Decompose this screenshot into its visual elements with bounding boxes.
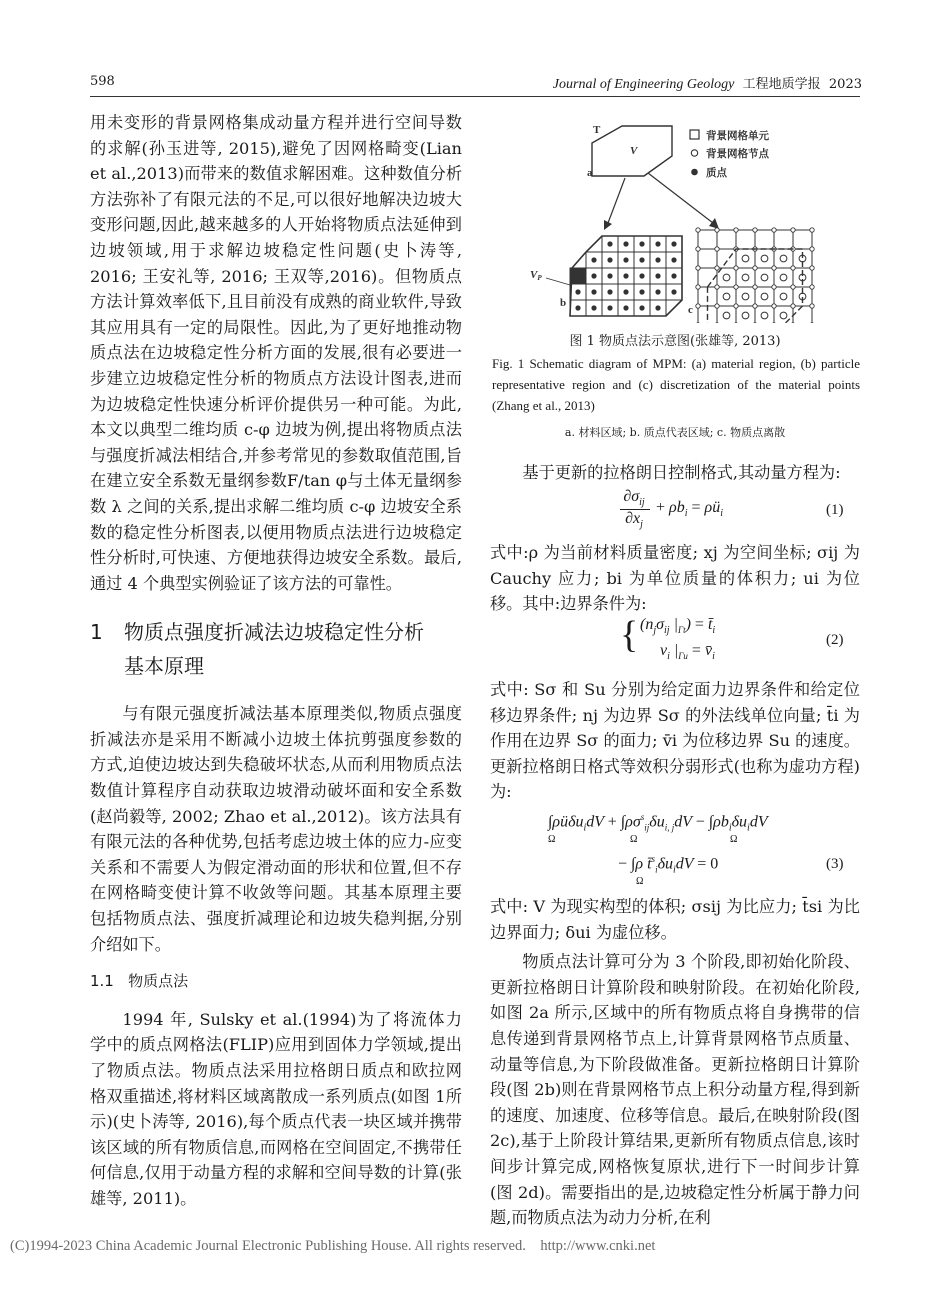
arrow-to-c — [648, 173, 713, 223]
material-point — [591, 257, 596, 262]
grid-node — [715, 247, 719, 251]
material-point — [655, 241, 660, 246]
section-title-line1: 物质点强度折减法边坡稳定性分析 — [124, 620, 424, 645]
grid-node — [791, 266, 795, 270]
grid-node — [696, 266, 700, 270]
material-point — [607, 305, 612, 310]
grid-node — [791, 228, 795, 232]
grid-node — [715, 228, 719, 232]
equation-3-number: (3) — [826, 856, 844, 872]
material-point — [639, 273, 644, 278]
paragraph-intro: 用未变形的背景网格集成动量方程并进行空间导数的求解(孙玉进等, 2015),避免了因网格畸变(Lian et al.,2013)而带来的数值求解困难。这种数值分析方法弥补了有限元法的不足,可以很好地解决边坡大变形问题,因此,越来越多的人开始将物质点法延伸到边坡领域,用于求解边坡稳定性问题(史卜涛等, 2016; 王安礼等, 2016; 王双等,2016)。但物质点方法计算效率低下,且目前没有成熟的商业软件,导致其应用具有一定的局限性。因此,为了更好地推动物质点法在边坡稳定性分析方面的发展,很有必要进一步建立边坡稳定性分析的物质点方法设计图表,进而为边坡稳定性快速分析评价提供另一种可能。为此,本文以典型二维均质 c-φ 边坡为例,提出将物质点法与强度折减法相结合,并参考常见的参数取值范围,旨在建立安全系数无量纲参数F/tan φ与土体无量纲参数 λ 之间的关系,提出求解二维均质 c-φ 边坡安全系数的稳定性分析图表,以便用物质点法进行边坡稳定性分析时,可快速、方便地获得边坡安全系数。最后,通过 4 个典型实例验证了该方法的可靠性。 — [90, 113, 462, 593]
intro-eq1-block — [490, 460, 860, 486]
discrete-point — [780, 312, 787, 319]
material-point — [623, 273, 628, 278]
legend-particle-label: 质点 — [706, 167, 727, 179]
material-point — [639, 305, 644, 310]
grid-node — [734, 266, 738, 270]
figure-caption-en: Fig. 1 Schematic diagram of MPM: (a) material region, (b) particle representative region and (c) discretization of the material points (Zhang et al., 2013) — [492, 356, 860, 413]
grid-node — [753, 285, 757, 289]
legend-cell-icon — [690, 130, 699, 139]
subsection-title: 物质点法 — [128, 972, 189, 991]
material-point — [639, 289, 644, 294]
legend-node-icon — [691, 150, 697, 156]
grid-node — [810, 247, 814, 251]
paragraph-mpm: 1994 年, Sulsky et al.(1994)为了将流体力学中的质点网格法(FLIP)应用到固体力学领域,提出了物质点法。物质点法采用拉格朗日质点和欧拉网格双重描述,将材料区域离散成一系列质点(如图 1所示)(史卜涛等, 2016),每个质点代表一块区域并携带该区域的所有物质信息,而网格在空间固定,不携带任何信息,仅用于动量方程的求解和空间导数的计算(张雄等, 2011)。 — [90, 1009, 462, 1208]
journal-year: 2023 — [828, 77, 862, 92]
material-point — [591, 305, 596, 310]
grid-node — [753, 304, 757, 308]
label-T: T — [593, 124, 601, 136]
label-Vp: VP — [530, 269, 542, 282]
material-point — [671, 289, 676, 294]
label-V: V — [630, 145, 638, 157]
journal-name-en: Journal of Engineering Geology — [552, 77, 735, 92]
figure-1 — [530, 118, 850, 323]
material-point — [575, 305, 580, 310]
discrete-point — [723, 274, 730, 281]
grid-node — [715, 285, 719, 289]
subsection-heading — [90, 969, 462, 995]
grid-node — [810, 266, 814, 270]
equation-1: $\partial\sigma_{ij}$ $\partial x_j$ + $\rho b_i$ = $\rho ü_i$ — [620, 488, 820, 532]
equation-2: { ($n_j\sigma_{ij}$ $|_{\Gamma t}$) = $t̄_i$ $v_i$ $|_{\Gamma u}$ = $v̄_i$ — [620, 614, 716, 663]
label-c: c — [688, 304, 693, 316]
arrow-to-b — [608, 178, 625, 223]
paragraph-stages: 物质点法计算可分为 3 个阶段,即初始化阶段、更新拉格朗日计算阶段和映射阶段。在初始化阶段,如图 2a 所示,区域中的所有物质点将自身携带的信息传递到背景网格节点上,计算背景网格节点质量、动量等信息,为下阶段做准备。更新拉格朗日计算阶段(图 2b)则在背景网格节点上积分动量方程,得到新的速度、加速度、位移等信息。最后,在映射阶段(图 2c),基于上阶段计算结果,更新所有物质点信息,该时间步计算完成,网格恢复原状,进行下一时间步计算(图 2d)。需要指出的是,边坡稳定性分析属于静力问题,而物质点法为动力分析,在利 — [490, 952, 860, 1228]
after-eq1-block — [490, 540, 860, 617]
label-a: a — [587, 167, 593, 179]
grid-node — [696, 247, 700, 251]
material-point — [671, 241, 676, 246]
grid-node — [810, 285, 814, 289]
grid-node — [715, 304, 719, 308]
grid-node — [772, 304, 776, 308]
material-point — [639, 241, 644, 246]
material-point — [655, 305, 660, 310]
grid-node — [791, 304, 795, 308]
grid-node — [772, 285, 776, 289]
material-point — [671, 257, 676, 262]
grid-node — [715, 266, 719, 270]
section-title-line2: 基本原理 — [124, 654, 204, 679]
discrete-point — [742, 255, 749, 262]
discrete-point — [780, 255, 787, 262]
discrete-point — [723, 312, 730, 319]
section-heading — [90, 615, 462, 683]
discrete-point — [742, 293, 749, 300]
equation-3: ∫ρüδu$_i$dV + $\int\rho\sigma^s_{ij}\delta u_{i, j}dV - \int\rho b_i\delta u_idV$ Ω Ω Ω − ∫ρ $t̄^s_i\delta u_idV = 0$ Ω — [548, 812, 768, 887]
material-point — [671, 273, 676, 278]
grid-node — [734, 304, 738, 308]
grid-node — [734, 285, 738, 289]
running-header — [553, 73, 862, 93]
discrete-point — [780, 274, 787, 281]
subsection-number: 1.1 — [90, 972, 114, 991]
label-b: b — [560, 297, 567, 309]
intro-eq1: 基于更新的拉格朗日控制格式,其动量方程为: — [522, 463, 841, 482]
material-point — [607, 273, 612, 278]
discrete-point — [742, 274, 749, 281]
grid-node — [810, 304, 814, 308]
material-point — [591, 273, 596, 278]
left-column — [90, 110, 462, 1212]
material-point — [607, 257, 612, 262]
discrete-point — [761, 312, 768, 319]
material-point — [623, 241, 628, 246]
discrete-point — [723, 293, 730, 300]
material-point — [655, 257, 660, 262]
material-point — [623, 289, 628, 294]
figure-caption-sub: a. 材料区域; b. 质点代表区域; c. 物质点离散 — [564, 426, 786, 439]
legend-node-label: 背景网格节点 — [706, 148, 769, 160]
after-eq2-block — [490, 677, 860, 805]
after-eq3: 式中: V 为现实构型的体积; σsij 为比应力; t̄si 为比边界面力; δui 为虚位移。 — [490, 897, 860, 942]
material-point — [655, 273, 660, 278]
equation-2-number: (2) — [826, 632, 844, 648]
grid-node — [772, 228, 776, 232]
material-point — [623, 305, 628, 310]
discrete-point — [761, 293, 768, 300]
grid-node — [734, 228, 738, 232]
discrete-point — [761, 274, 768, 281]
material-point — [575, 289, 580, 294]
grid-node — [696, 285, 700, 289]
equation-1-number: (1) — [826, 502, 844, 518]
particle-region-grid — [570, 236, 682, 316]
material-point — [591, 289, 596, 294]
discrete-point — [780, 293, 787, 300]
material-point — [655, 289, 660, 294]
footer-copyright — [10, 1238, 655, 1255]
after-eq1: 式中:ρ 为当前材料质量密度; xj 为空间坐标; σij 为 Cauchy 应力; bi 为单位质量的体积力; ui 为位移。其中:边界条件为: — [490, 543, 860, 614]
legend-cell-label: 背景网格单元 — [706, 130, 769, 142]
header-rule — [90, 96, 860, 97]
after-eq2: 式中: Sσ 和 Su 分别为给定面力边界条件和给定位移边界条件; nj 为边界 Sσ 的外法线单位向量; t̄i 为作用在边界 Sσ 的面力; v̄i 为位移边界 Su 的速度。更新拉格朗日格式等效积分弱形式(也称为虚功方程)为: — [490, 680, 860, 802]
material-point — [607, 289, 612, 294]
grid-node — [696, 228, 700, 232]
grid-node — [810, 228, 814, 232]
footer-url: http://www.cnki.net — [540, 1238, 656, 1254]
material-point — [623, 257, 628, 262]
grid-node — [791, 285, 795, 289]
discrete-point — [761, 255, 768, 262]
discrete-point — [742, 312, 749, 319]
grid-node — [772, 266, 776, 270]
figure-caption-cn: 图 1 物质点法示意图(张雄等, 2013) — [569, 334, 781, 349]
section-number: 1 — [90, 620, 103, 645]
grid-node — [696, 304, 700, 308]
material-point — [639, 257, 644, 262]
legend-particle-icon — [691, 169, 698, 176]
grid-node — [753, 266, 757, 270]
copyright-text: (C)1994-2023 China Academic Journal Electronic Publishing House. All rights reserved. — [10, 1238, 526, 1254]
paragraph-principle: 与有限元强度折减法基本原理类似,物质点强度折减法亦是采用不断减小边坡土体抗剪强度参数的方式,迫使边坡达到失稳破坏状态,从而利用物质点法数值计算程序自动获取边坡滑动破坏面和安全系数(赵尚毅等, 2002; Zhao et al.,2012)。该方法具有有限元法的各种优势,包括考虑边坡土体的应力-应变关系和不需要人为假定滑动面的形状和位置,但不存在网格畸变使计算不收敛等问题。其基本原理主要包括物质点法、强度折减理论和边坡失稳判据,分别介绍如下。 — [90, 704, 462, 954]
discretization-grid — [696, 228, 814, 323]
journal-name-cn: 工程地质学报 — [742, 77, 821, 92]
after-eq3-block — [490, 894, 860, 1231]
page-number: 598 — [90, 74, 115, 89]
grid-node — [753, 228, 757, 232]
material-point — [607, 241, 612, 246]
